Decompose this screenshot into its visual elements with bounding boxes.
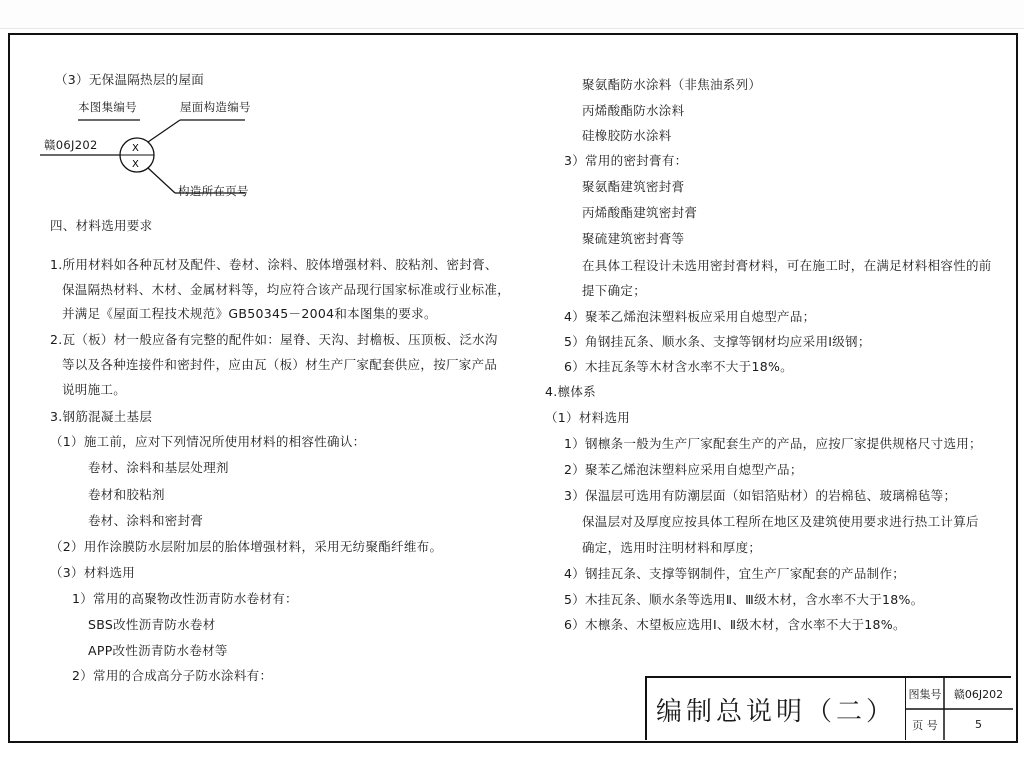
paragraph-line: （1）材料选用 xyxy=(545,410,631,425)
title-block-grid xyxy=(906,678,1013,740)
list-item: 3）保温层可选用有防潮层面（如铝箔贴材）的岩棉毡、玻璃棉毡等； xyxy=(564,488,957,503)
paragraph-line: 等以及各种连接件和密封件，应由瓦（板）材生产厂家配套供应，按厂家产品 xyxy=(62,357,498,372)
page-number-label: 页 号 xyxy=(912,718,938,732)
list-item: 丙烯酸酯建筑密封膏 xyxy=(582,205,698,220)
list-item: 卷材和胶粘剂 xyxy=(88,487,165,502)
list-item: SBS改性沥青防水卷材 xyxy=(88,617,216,632)
list-item: 2）常用的合成高分子防水涂料有： xyxy=(72,668,273,683)
list-item: 硅橡胶防水涂料 xyxy=(582,128,672,143)
title-block xyxy=(645,676,1011,740)
list-item: 5）木挂瓦条、顺水条等选用Ⅱ、Ⅲ级木材，含水率不大于18%。 xyxy=(564,592,924,607)
paragraph-line: 确定，选用时注明材料和厚度； xyxy=(582,540,762,555)
paragraph-line: 1.所用材料如各种瓦材及配件、卷材、涂料、胶体增强材料、胶粘剂、密封膏、 xyxy=(50,257,498,272)
list-item: 卷材、涂料和密封膏 xyxy=(88,513,204,528)
section-heading-no-insulation: （3）无保温隔热层的屋面 xyxy=(55,72,205,87)
atlas-number-value: 赣06J202 xyxy=(953,687,1004,701)
list-item: 3）常用的密封膏有： xyxy=(564,153,688,168)
label-node-number: 屋面构造编号 xyxy=(180,100,251,114)
list-item: 聚硫建筑密封膏等 xyxy=(582,231,685,246)
list-item: 5）角钢挂瓦条、顺水条、支撑等钢材均应采用Ⅰ级钢； xyxy=(564,334,871,349)
paragraph-line: 说明施工。 xyxy=(62,382,127,397)
atlas-number-label: 图集号 xyxy=(908,687,942,701)
label-code: 赣06J202 xyxy=(44,138,98,152)
list-item: 丙烯酸酯防水涂料 xyxy=(582,103,685,118)
list-item: APP改性沥青防水卷材等 xyxy=(88,643,228,658)
paragraph-line: 保温层对及厚度应按具体工程所在地区及建筑使用要求进行热工计算后 xyxy=(582,514,979,529)
paragraph-line: 4.檩体系 xyxy=(545,384,596,399)
label-page-number: 构造所在页号 xyxy=(178,184,249,198)
list-item: 卷材、涂料和基层处理剂 xyxy=(88,460,229,475)
list-item: 6）木檩条、木望板应选用Ⅰ、Ⅱ级木材，含水率不大于18%。 xyxy=(564,617,906,632)
svg-text:X: X xyxy=(132,159,139,170)
list-item: 4）钢挂瓦条、支撑等钢制件，宜生产厂家配套的产品制作； xyxy=(564,566,906,581)
drawing-title: 编制总说明（二） xyxy=(647,678,906,740)
section-four-heading: 四、材料选用要求 xyxy=(50,218,153,233)
list-item: 4）聚苯乙烯泡沫塑料板应采用自熄型产品； xyxy=(564,309,816,324)
list-item: 1）钢檩条一般为生产厂家配套生产的产品，应按厂家提供规格尺寸选用； xyxy=(564,436,982,451)
list-item: 聚氨酯防水涂料（非焦油系列） xyxy=(582,77,762,92)
paragraph-line: 提下确定； xyxy=(582,283,647,298)
paragraph-line: 并满足《屋面工程技术规范》GB50345－2004和本图集的要求。 xyxy=(62,306,437,321)
label-atlas-number: 本图集编号 xyxy=(78,100,137,114)
paragraph-line: （2）用作涂膜防水层附加层的胎体增强材料，采用无纺聚酯纤维布。 xyxy=(50,539,443,554)
scan-edge xyxy=(0,0,1024,29)
list-item: 1）常用的高聚物改性沥青防水卷材有： xyxy=(72,591,298,606)
paragraph-line: 保温隔热材料、木材、金属材料等，均应符合该产品现行国家标准或行业标准， xyxy=(62,282,511,297)
paragraph-line: 在具体工程设计未选用密封膏材料，可在施工时，在满足材料相容性的前 xyxy=(582,258,992,273)
paragraph-line: 3.钢筋混凝土基层 xyxy=(50,409,153,424)
paragraph-line: （1）施工前，应对下列情况所使用材料的相容性确认： xyxy=(50,434,366,449)
list-item: 2）聚苯乙烯泡沫塑料应采用自熄型产品； xyxy=(564,462,803,477)
list-item: 6）木挂瓦条等木材含水率不大于18%。 xyxy=(564,359,793,374)
page-number-value: 5 xyxy=(975,718,982,731)
list-item: 聚氨酯建筑密封膏 xyxy=(582,179,685,194)
paragraph-line: 2.瓦（板）材一般应备有完整的配件如：屋脊、天沟、封檐板、压顶板、泛水沟 xyxy=(50,332,498,347)
paragraph-line: （3）材料选用 xyxy=(50,565,136,580)
svg-text:X: X xyxy=(132,143,139,154)
